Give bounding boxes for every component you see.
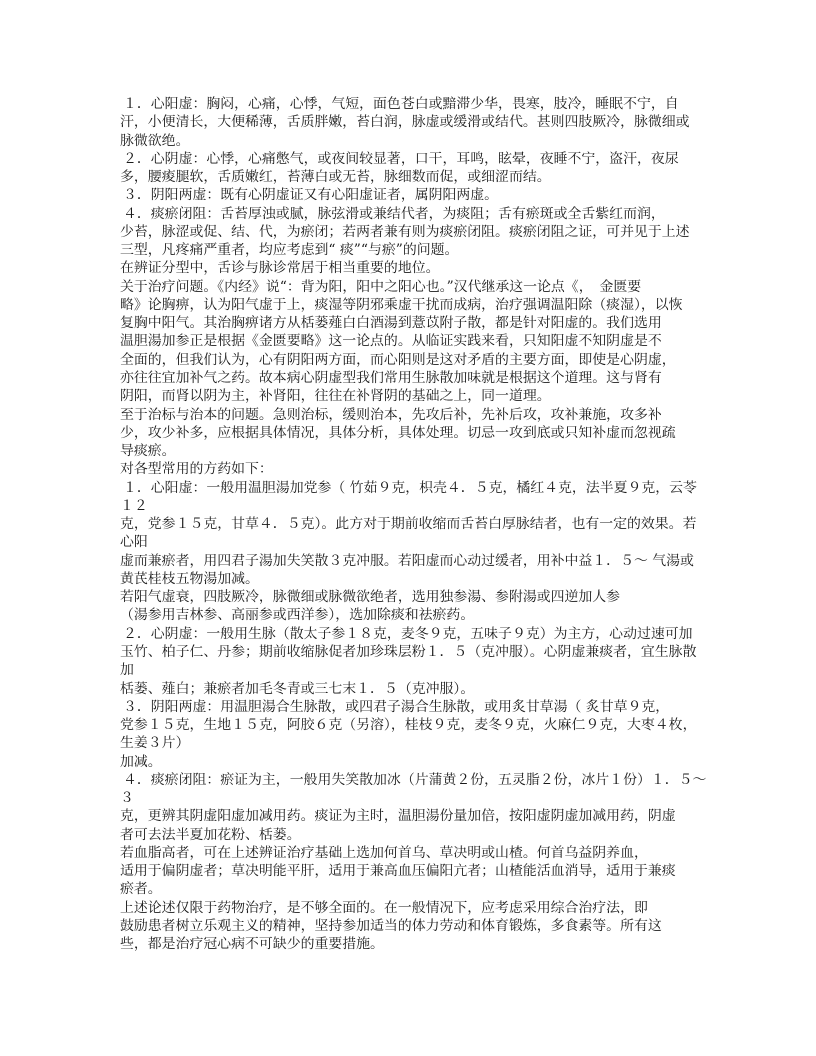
text-line: ３．阴阳两虚：既有心阴虚证又有心阳虚证者，属阴阳两虚。: [123, 187, 499, 204]
text-line: 玉竹、柏子仁、丹参；期前收缩脉促者加珍珠层粉１．５（克冲服）。心阴虚兼痰者，宜生脉散: [120, 643, 697, 660]
text-line: 多，腰痠腿软，舌质嫩红，苔薄白或无苔，脉细数而促，或细涩而结。: [120, 169, 551, 186]
text-line: 三型，凡疼痛严重者，均应考虑到“ 痰”“与瘀”的问题。: [120, 242, 459, 259]
text-line: 在辨证分型中，舌诊与脉诊常居于相当重要的地位。: [120, 260, 440, 277]
text-line: 对各型常用的方药如下：: [120, 461, 273, 478]
text-line: ２．心阴虚：一般用生脉（散太子参１８克，麦冬９克，五味子９克）为主方，心动过速可加: [123, 625, 693, 642]
text-line: ４．痰瘀闭阻：瘀证为主，一般用失笑散加冰（片蒲黄２份，五灵脂２份，冰片１份）１．５～: [123, 771, 707, 788]
text-line: ４．痰瘀闭阻：舌苔厚浊或腻，脉弦滑或兼结代者，为痰阻；舌有瘀斑或全舌紫红而润，: [123, 205, 665, 222]
text-line: ３．阴阳两虚：用温胆湯合生脉散，或四君子湯合生脉散，或用炙甘草湯（ 炙甘草９克，: [123, 698, 670, 715]
text-line: 脉微欲绝。: [120, 132, 190, 149]
text-line: 亦往往宜加补气之药。故本病心阴虚型我们常用生脉散加味就是根据这个道理。这与肾有: [120, 369, 662, 386]
text-line: 瘀者。: [120, 881, 162, 898]
text-line: 汗，小便清长，大便稀薄，舌质胖嫩，苔白润，脉虚或缓滑或结代。甚则四肢厥冷，脉微细或: [120, 114, 690, 131]
text-line: 党参１５克，生地１５克，阿胶６克（另溶），桂枝９克，麦冬９克，火麻仁９克，大枣４枚，: [120, 717, 697, 734]
text-line: 若血脂高者，可在上述辨证治疗基础上选加何首乌、草决明或山楂。何首乌益阴养血，: [120, 844, 648, 861]
text-line: 关于治疗问题。《内经》说“：背为阳，阳中之阳心也。”汉代继承这一论点《， 金匮要: [120, 278, 642, 295]
text-line: ２．心阴虚：心悸，心痛憋气，或夜间较显著，口干，耳鸣，眩晕，夜睡不宁，盗汗，夜尿: [123, 150, 679, 167]
text-line: （湯参用吉林参、高丽参或西洋参），选加除痰和祛瘀药。: [120, 607, 475, 624]
text-line: 少苔，脉涩或促、结、代，为瘀闭；若两者兼有则为痰瘀闭阻。痰瘀闭阻之证，可并见于上述: [120, 223, 690, 240]
text-line: 者可去法半夏加花粉、栝蒌。: [120, 826, 301, 843]
text-line: 加: [120, 662, 134, 679]
text-line: 温胆湯加参正是根据《金匮要略》这一论点的。从临证实践来看，只知阳虚不知阴虚是不: [120, 333, 662, 350]
text-line: 些，都是治疗冠心病不可缺少的重要措施。: [120, 936, 384, 953]
document-body: [120, 95, 720, 953]
text-line: 黄芪桂枝五物湯加减。: [120, 570, 259, 587]
text-line: 生姜３片）: [120, 735, 190, 752]
text-line: 上述论述仅限于药物治疗，是不够全面的。在一般情况下，应考虑采用综合治疗法，即: [120, 899, 648, 916]
text-line: 若阳气虚衰，四肢厥冷，脉微细或脉微欲绝者，选用独参湯、参附湯或四逆加人参: [120, 589, 621, 606]
text-line: １．心阳虚：胸闷，心痛，心悸，气短，面色苍白或黯滞少华，畏寒，肢冷，睡眠不宁，自: [123, 96, 679, 112]
text-line: 至于治标与治本的问题。急则治标，缓则治本，先攻后补，先补后攻，攻补兼施，攻多补: [120, 406, 662, 423]
text-line: 少，攻少补多，应根据具体情况，具体分析，具体处理。切忌一攻到底或只知补虚而忽视疏: [120, 424, 676, 441]
text-line: 克，党参１５克，甘草４．５克）。此方对于期前收缩而舌苔白厚脉结者，也有一定的效果。若: [120, 516, 697, 533]
text-line: 导痰瘀。: [120, 443, 176, 460]
text-line: 栝蒌、薤白；兼瘀者加毛冬青或三七末１．５（克冲服）。: [120, 680, 475, 697]
text-line: １．心阳虚：一般用温胆湯加党参（ 竹茹９克，枳壳４．５克，橘红４克，法半夏９克，云苓: [123, 479, 697, 496]
text-line: 鼓励患者树立乐观主义的精神，坚持参加适当的体力劳动和体育锻炼，多食素等。所有这: [120, 917, 662, 934]
text-line: 略》论胸痹，认为阳气虚于上，痰湿等阴邪乘虚干扰而成病，治疗强调温阳除（痰湿），以恢: [120, 296, 683, 313]
text-line: 加减。: [120, 753, 162, 770]
text-line: 复胸中阳气。其治胸痹诸方从栝蒌薤白白酒湯到薏苡附子散，都是针对阳虚的。我们选用: [120, 315, 662, 332]
text-line: 阴阳，而肾以阴为主，补肾阳，往往在补肾阴的基础之上，同一道理。: [120, 388, 551, 405]
text-line: 心阳: [120, 534, 148, 551]
text-line: 虚而兼瘀者，用四君子湯加失笑散３克冲服。若阳虚而心动过缓者，用补中益１．５～ 气湯或: [120, 552, 694, 569]
text-line: 适用于偏阴虚者；草决明能平肝，适用于兼高血压偏阳亢者；山楂能活血消导，适用于兼痰: [120, 863, 676, 880]
text-line: １２: [120, 497, 148, 514]
text-line: ３: [120, 790, 134, 807]
text-line: 全面的，但我们认为，心有阴阳两方面，而心阳则是这对矛盾的主要方面，即使是心阴虚，: [120, 351, 676, 368]
text-line: 克，更辨其阴虚阳虚加减用药。痰证为主时，温胆湯份量加倍，按阳虚阴虚加减用药，阴虚: [120, 808, 676, 825]
